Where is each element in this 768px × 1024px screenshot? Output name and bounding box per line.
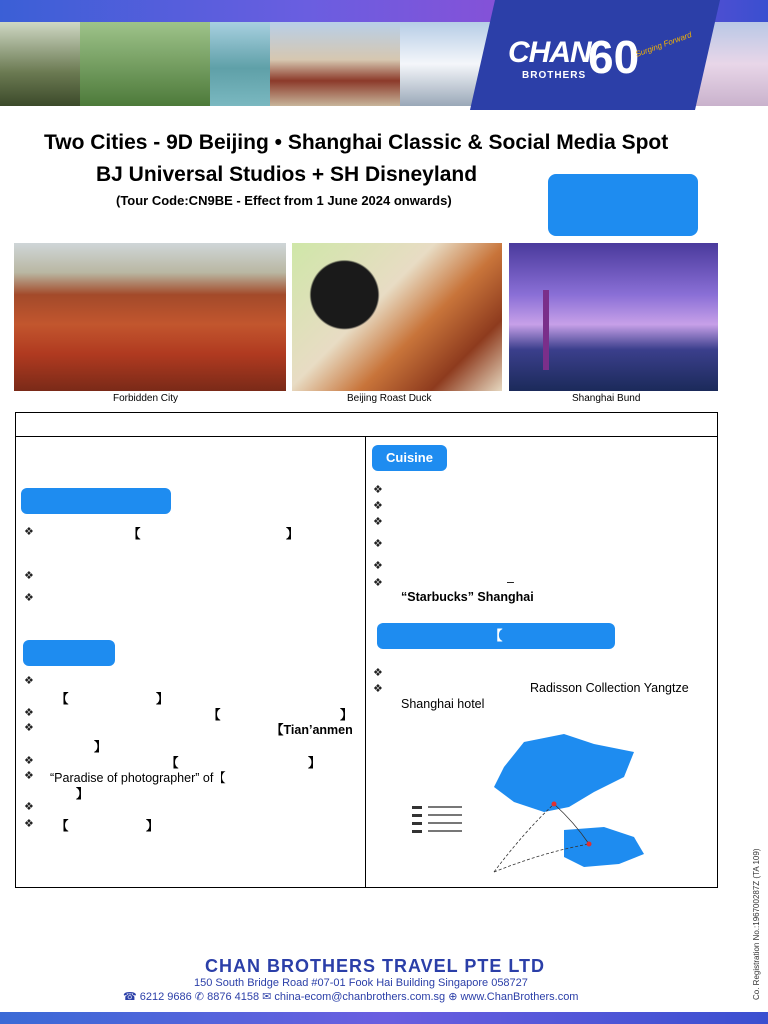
highlight-box — [548, 174, 698, 236]
photo-caption: Beijing Roast Duck — [347, 393, 432, 404]
bullet-icon: ❖ — [24, 722, 34, 734]
bracket-close: 】 — [308, 756, 321, 770]
bracket-close: 】 — [76, 787, 89, 801]
banner-scene-panda — [80, 22, 210, 106]
bullet-icon: ❖ — [24, 592, 34, 604]
section-pill — [23, 640, 115, 666]
company-address: 150 South Bridge Road #07-01 Fook Hai Building Singapore 058727 — [194, 977, 528, 989]
route-map — [484, 732, 654, 882]
tiananmen-text: 【Tian’anmen — [271, 723, 353, 737]
bullet-icon: ❖ — [24, 526, 34, 538]
bracket-close: 】 — [146, 819, 159, 833]
bracket-close: 】 — [286, 527, 299, 541]
pearl-tower-shape — [543, 290, 549, 370]
bracket-close: 】 — [340, 708, 353, 722]
banner-scene-palace — [270, 22, 410, 106]
bullet-icon: ❖ — [373, 683, 383, 695]
tour-title: Two Cities - 9D Beijing • Shanghai Classic & Social Media Spot — [44, 131, 669, 154]
registration-number: Co. Registration No.:196700287Z (TA 109) — [752, 848, 761, 1000]
anniversary-tagline: Surging Forward — [634, 30, 693, 59]
frame-header-row — [15, 412, 718, 437]
shanghai-bund-photo — [509, 243, 718, 391]
bullet-icon: ❖ — [373, 516, 383, 528]
bullet-icon: ❖ — [24, 770, 34, 782]
banner-scene-mountains — [0, 22, 80, 106]
brand-logo-subtext: BROTHERS — [522, 70, 587, 81]
company-contact: ☎ 6212 9686 ✆ 8876 4158 ✉ china-ecom@chanbrothers.com.sg ⊕ www.ChanBrothers.com — [123, 991, 579, 1003]
bullet-icon: ❖ — [373, 484, 383, 496]
bullet-icon: ❖ — [24, 707, 34, 719]
cuisine-pill: Cuisine — [372, 445, 447, 471]
brand-logo-text: CHAN — [508, 36, 591, 69]
bracket-close: 】 — [94, 740, 107, 754]
bullet-icon: ❖ — [24, 570, 34, 582]
bracket-open: 【 — [208, 708, 221, 722]
tour-subtitle: BJ Universal Studios + SH Disneyland — [96, 163, 478, 186]
column-divider — [365, 436, 366, 888]
bullet-icon: ❖ — [24, 818, 34, 830]
bullet-icon: ❖ — [373, 577, 383, 589]
bullet-icon: ❖ — [373, 538, 383, 550]
hotel-pill: 【 — [377, 623, 615, 649]
forbidden-city-photo — [14, 243, 286, 391]
bullet-icon: ❖ — [24, 675, 34, 687]
bracket-open: 【 — [128, 527, 141, 541]
section-pill — [21, 488, 171, 514]
hotel-city: Shanghai hotel — [401, 697, 485, 711]
bracket-close: 】 — [156, 692, 169, 706]
starbucks-text: “Starbucks” Shanghai — [401, 590, 534, 604]
bullet-icon: ❖ — [24, 801, 34, 813]
roast-duck-photo — [292, 243, 502, 391]
hotel-name: Radisson Collection Yangtze — [530, 681, 689, 695]
bracket-open: 【 — [56, 692, 69, 706]
bullet-icon: ❖ — [373, 560, 383, 572]
bracket-open: 【 — [166, 756, 179, 770]
bracket-open: 【 — [56, 819, 69, 833]
bullet-icon: ❖ — [373, 667, 383, 679]
map-legend — [410, 804, 468, 838]
bullet-icon: ❖ — [373, 500, 383, 512]
footer-strip — [0, 1012, 768, 1024]
anniversary-logo: 60 — [588, 31, 640, 83]
bullet-icon: ❖ — [24, 755, 34, 767]
dash-text: – — [507, 575, 514, 589]
photo-caption: Shanghai Bund — [572, 393, 641, 404]
photo-caption: Forbidden City — [113, 393, 179, 404]
tour-code: (Tour Code:CN9BE - Effect from 1 June 2024 onwards) — [116, 193, 452, 208]
company-name: CHAN BROTHERS TRAVEL PTE LTD — [205, 956, 546, 976]
photographer-text: “Paradise of photographer” of【 — [50, 771, 226, 785]
